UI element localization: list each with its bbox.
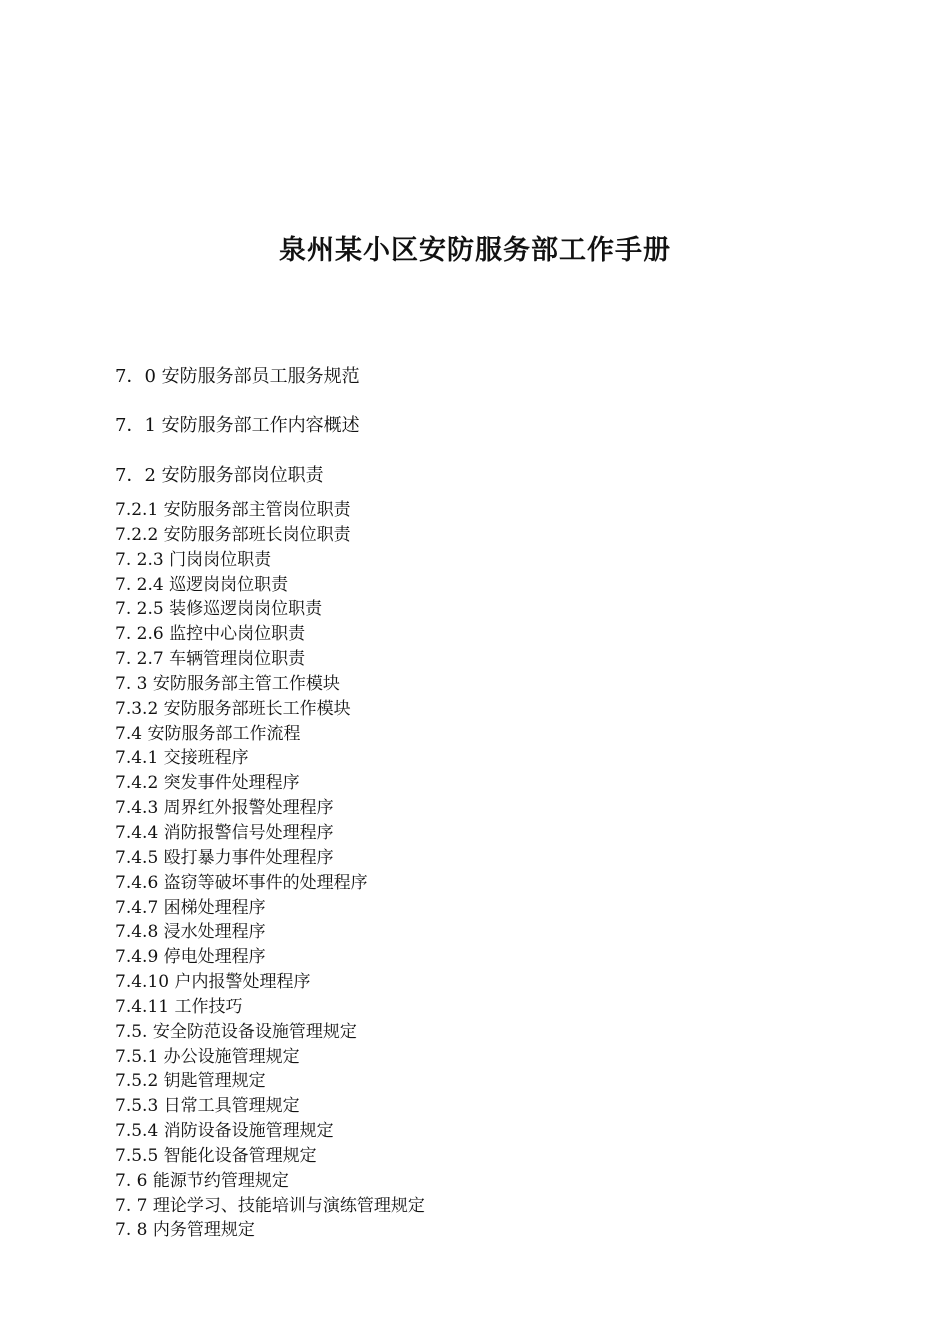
toc-item: 7. 2.4 巡逻岗岗位职责: [115, 574, 289, 595]
toc-item: 7. 2.7 车辆管理岗位职责: [115, 649, 306, 670]
toc-item: 7.5.3 日常工具管理规定: [115, 1096, 300, 1117]
toc-item: 7. 6 能源节约管理规定: [115, 1170, 289, 1191]
toc-item: 7.4.8 浸水处理程序: [115, 922, 266, 943]
toc-item: 7.4 安防服务部工作流程: [115, 723, 301, 744]
document-title: 泉州某小区安防服务部工作手册: [279, 235, 671, 266]
toc-main-section: 7．0 安防服务部员工服务规范: [115, 366, 360, 387]
toc-item: 7.5.2 钥匙管理规定: [115, 1071, 266, 1092]
toc-item: 7.2.2 安防服务部班长岗位职责: [115, 524, 351, 545]
toc-item: 7. 2.3 门岗岗位职责: [115, 549, 272, 570]
toc-item: 7. 8 内务管理规定: [115, 1220, 255, 1241]
toc-item: 7.3.2 安防服务部班长工作模块: [115, 698, 351, 719]
toc-main-section: 7．1 安防服务部工作内容概述: [115, 415, 360, 436]
toc-item: 7.4.5 殴打暴力事件处理程序: [115, 847, 334, 868]
toc-item: 7. 7 理论学习、技能培训与演练管理规定: [115, 1195, 425, 1216]
toc-item: 7.4.10 户内报警处理程序: [115, 972, 311, 993]
toc-item: 7.4.6 盗窃等破坏事件的处理程序: [115, 872, 368, 893]
toc-item: 7.5.4 消防设备设施管理规定: [115, 1121, 334, 1142]
toc-list: [115, 498, 425, 1243]
toc-item: 7. 3 安防服务部主管工作模块: [115, 673, 340, 694]
toc-item: 7.5.5 智能化设备管理规定: [115, 1145, 317, 1166]
toc-item: 7.4.7 困梯处理程序: [115, 897, 266, 918]
toc-item: 7.4.1 交接班程序: [115, 748, 249, 769]
toc-item: 7. 2.5 装修巡逻岗岗位职责: [115, 599, 323, 620]
toc-item: 7.5.1 办公设施管理规定: [115, 1046, 300, 1067]
toc-item: 7.4.4 消防报警信号处理程序: [115, 822, 334, 843]
toc-item: 7. 2.6 监控中心岗位职责: [115, 624, 306, 645]
toc-item: 7.5. 安全防范设备设施管理规定: [115, 1021, 357, 1042]
toc-item: 7.4.3 周界红外报警处理程序: [115, 798, 334, 819]
toc-item: 7.2.1 安防服务部主管岗位职责: [115, 500, 351, 520]
toc-item: 7.4.9 停电处理程序: [115, 947, 266, 968]
toc-main-section: 7．2 安防服务部岗位职责: [115, 465, 324, 486]
toc-item: 7.4.11 工作技巧: [115, 996, 243, 1017]
toc-item: 7.4.2 突发事件处理程序: [115, 773, 300, 794]
